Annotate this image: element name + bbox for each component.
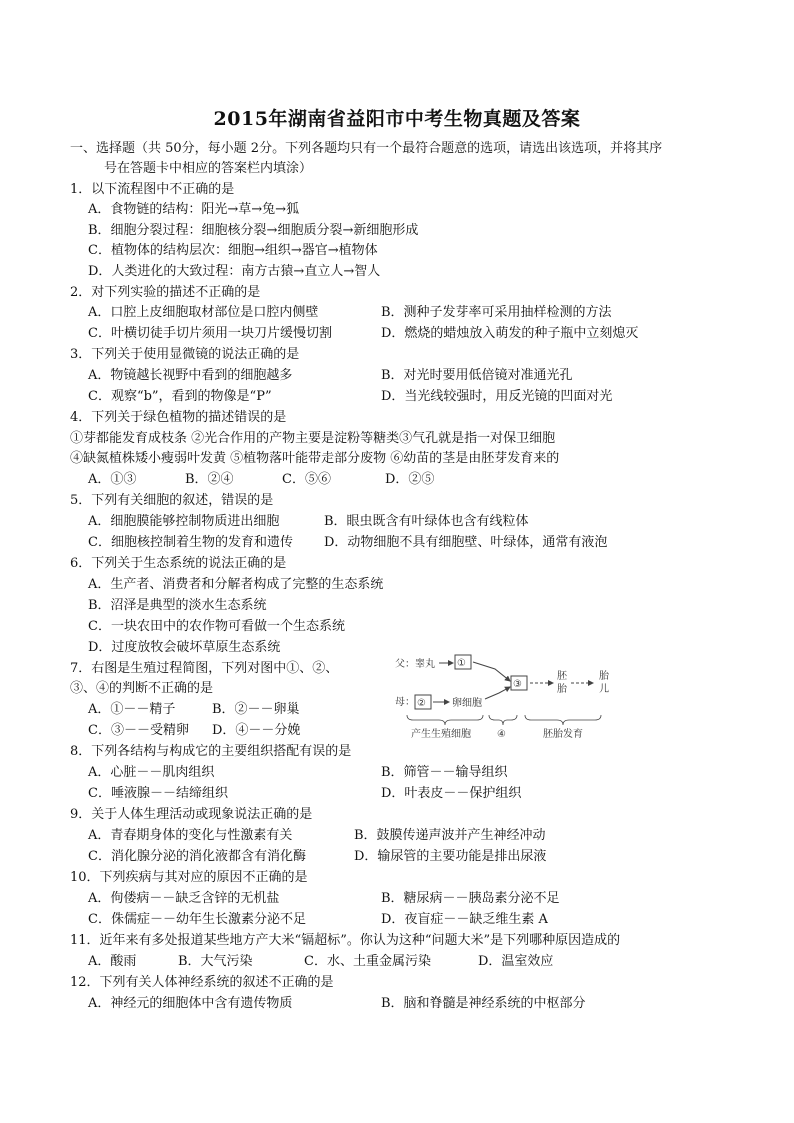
diagram-egg-label: 卵细胞 <box>452 698 482 709</box>
question-8-option-c: C．唾液腺－－结缔组织 <box>88 786 228 801</box>
question-5-stem: 5．下列有关细胞的叙述，错误的是 <box>70 493 274 508</box>
question-5-option-d: D．动物细胞不具有细胞壁、叶绿体，通常有液泡 <box>324 535 608 550</box>
question-7-option-c: C．③－－受精卵 <box>88 723 189 738</box>
question-10-stem: 10．下列疾病与其对应的原因不正确的是 <box>70 870 308 885</box>
question-7-option-b: B．②－－卵巢 <box>212 702 300 717</box>
question-6-option-c: C．一块农田中的农作物可看做一个生态系统 <box>88 619 345 634</box>
question-4-stem: 4．下列关于绿色植物的描述错误的是 <box>70 410 287 425</box>
question-6-option-a: A．生产者、消费者和分解者构成了完整的生态系统 <box>88 577 384 592</box>
question-11-option-a: A．酸雨 <box>88 954 137 969</box>
question-12-option-a: A．神经元的细胞体中含有遗传物质 <box>88 996 293 1011</box>
question-3-stem: 3．下列关于使用显微镜的说法正确的是 <box>70 347 300 362</box>
question-11-option-c: C．水、土重金属污染 <box>304 954 431 969</box>
question-1-stem: 1．以下流程图中不正确的是 <box>70 182 235 197</box>
question-5-option-b: B．眼虫既含有叶绿体也含有线粒体 <box>324 514 529 529</box>
question-7-option-a: A．①－－精子 <box>88 702 176 717</box>
diagram-box-1: ① <box>457 658 466 669</box>
question-4-option-c: C．⑤⑥ <box>282 472 331 487</box>
question-2-option-b: B．测种子发芽率可采用抽样检测的方法 <box>381 305 612 320</box>
question-8-option-b: B．筛管－－输导组织 <box>381 765 508 780</box>
question-2-option-d: D．燃烧的蜡烛放入萌发的种子瓶中立刻熄灭 <box>381 326 639 341</box>
question-2-option-c: C．叶横切徒手切片须用一块刀片缓慢切割 <box>88 326 332 341</box>
section-instructions: 一、选择题（共 50分，每小题 2分。下列各题均只有一个最符合题意的选项，请选出该选项，并将其序 <box>70 141 663 156</box>
question-8-stem: 8．下列各结构与构成它的主要组织搭配有误的是 <box>70 744 352 759</box>
question-2-stem: 2．对下列实验的描述不正确的是 <box>70 285 261 300</box>
diagram-embryo-1: 胚 <box>557 671 567 682</box>
diagram-mother-label: 母： <box>395 697 415 708</box>
question-9-option-b: B．鼓膜传递声波并产生神经冲动 <box>354 828 546 843</box>
question-5-option-a: A．细胞膜能够控制物质进出细胞 <box>88 514 280 529</box>
question-4-option-b: B．②④ <box>185 472 234 487</box>
diagram-box-3: ③ <box>513 679 522 690</box>
question-10-option-c: C．侏儒症－－幼年生长激素分泌不足 <box>88 912 306 927</box>
page-title: 2015年湖南省益阳市中考生物真题及答案 <box>213 108 581 130</box>
question-1-option-c: C．植物体的结构层次：细胞→组织→器官→植物体 <box>88 243 378 258</box>
question-3-option-b: B．对光时要用低倍镜对准通光孔 <box>381 368 573 383</box>
question-5-option-c: C．细胞核控制着生物的发育和遗传 <box>88 535 293 550</box>
question-6-option-b: B．沼泽是典型的淡水生态系统 <box>88 598 267 613</box>
question-4-statements-1: ①芽都能发育成枝条 ②光合作用的产物主要是淀粉等糖类③气孔就是指一对保卫细胞 <box>70 431 556 446</box>
question-1-option-d: D．人类进化的大致过程：南方古猿→直立人→智人 <box>88 264 381 279</box>
question-8-option-a: A．心脏－－肌肉组织 <box>88 765 215 780</box>
question-8-option-d: D．叶表皮－－保护组织 <box>381 786 522 801</box>
question-4-option-d: D．②⑤ <box>385 472 435 487</box>
diagram-label-development: 胚胎发育 <box>543 729 583 740</box>
diagram-embryo-2: 胎 <box>557 684 567 695</box>
diagram-label-4: ④ <box>497 729 506 740</box>
question-9-option-c: C．消化腺分泌的消化液都含有消化酶 <box>88 849 306 864</box>
question-3-option-d: D．当光线较强时，用反光镜的凹面对光 <box>381 389 613 404</box>
question-1-option-a: A．食物链的结构：阳光→草→兔→狐 <box>88 202 300 217</box>
question-9-stem: 9．关于人体生理活动或现象说法正确的是 <box>70 807 313 822</box>
question-3-option-c: C．观察“b”，看到的物像是“P” <box>88 389 272 404</box>
question-10-option-b: B．糖尿病－－胰岛素分泌不足 <box>381 891 560 906</box>
diagram-father-label: 父：睾丸 <box>395 659 435 670</box>
question-11-option-b: B．大气污染 <box>178 954 253 969</box>
diagram-fetus-2: 儿 <box>599 684 609 695</box>
reproduction-diagram <box>393 653 621 743</box>
question-7-stem: 7．右图是生殖过程简图，下列对图中①、②、 <box>70 661 339 676</box>
question-11-stem: 11．近年来有多处报道某些地方产大米“镉超标”。你认为这种“问题大米”是下列哪种原因造成的 <box>70 933 621 948</box>
question-11-option-d: D．温室效应 <box>478 954 554 969</box>
question-6-option-d: D．过度放牧会破坏草原生态系统 <box>88 640 281 655</box>
diagram-box-2: ② <box>417 698 426 709</box>
question-12-stem: 12．下列有关人体神经系统的叙述不正确的是 <box>70 975 334 990</box>
question-4-option-a: A．①③ <box>88 472 137 487</box>
question-7-option-d: D．④－－分娩 <box>212 723 301 738</box>
question-1-option-b: B．细胞分裂过程：细胞核分裂→细胞质分裂→新细胞形成 <box>88 223 419 238</box>
question-10-option-d: D．夜盲症－－缺乏维生素 A <box>381 912 548 927</box>
question-2-option-a: A．口腔上皮细胞取材部位是口腔内侧壁 <box>88 305 319 320</box>
question-10-option-a: A．佝偻病－－缺乏含锌的无机盐 <box>88 891 280 906</box>
question-3-option-a: A．物镜越长视野中看到的细胞越多 <box>88 368 293 383</box>
question-7-stem-cont: ③、④的判断不正确的是 <box>70 681 214 696</box>
question-9-option-d: D．输尿管的主要功能是排出尿液 <box>354 849 547 864</box>
question-4-statements-2: ④缺氮植株矮小瘦弱叶发黄 ⑤植物落叶能带走部分废物 ⑥幼苗的茎是由胚芽发育来的 <box>70 451 560 466</box>
question-12-option-b: B．脑和脊髓是神经系统的中枢部分 <box>381 996 586 1011</box>
diagram-label-gametes: 产生生殖细胞 <box>411 729 471 740</box>
section-instructions-cont: 号在答题卡中相应的答案栏内填涂） <box>104 161 313 176</box>
diagram-fetus-1: 胎 <box>599 671 609 682</box>
question-9-option-a: A．青春期身体的变化与性激素有关 <box>88 828 293 843</box>
question-6-stem: 6．下列关于生态系统的说法正确的是 <box>70 556 287 571</box>
